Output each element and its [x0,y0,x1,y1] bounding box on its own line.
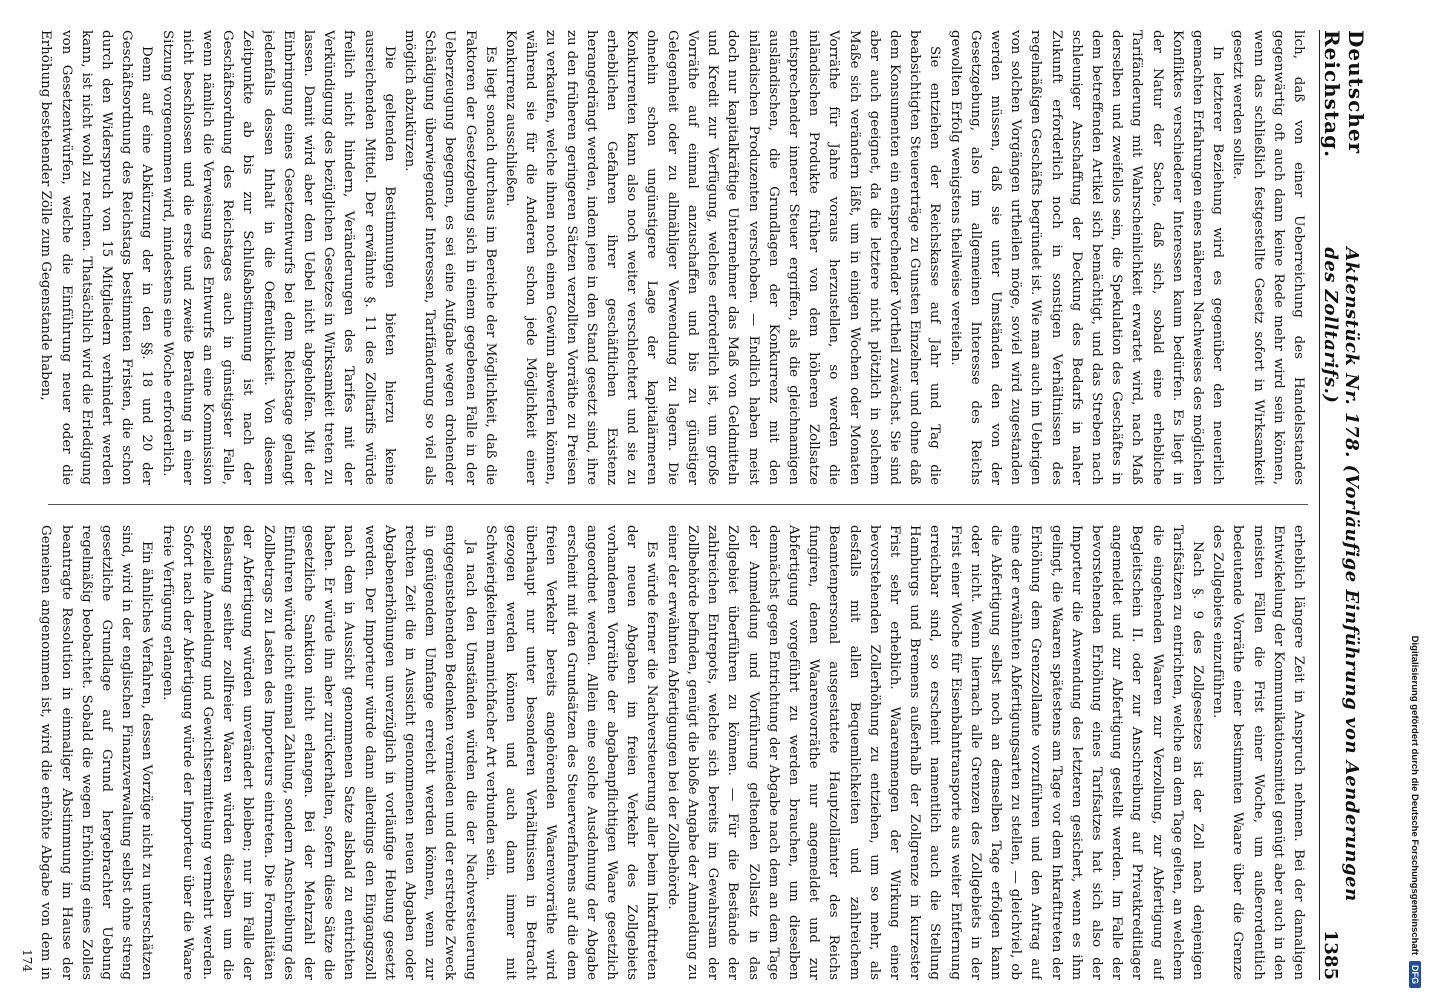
paragraph: Die geltenden Bestimmungen bieten hierzu keine ausreichenden Mittel. Der erwähnte §. 11 des Zolltarifs würde freilich nicht hindern, Veränderungen des Tarifes mit der Verkündigung des bezüglichen Gesetzes in Wirksamkeit treten zu lassen. Damit wird aber dem Uebel nicht abgeholfen. Mit der Einbringung eines Gesetzentwurfs bei dem Reichstage gelangt jedenfalls dessen Inhalt in die Oeffentlichkeit. Von diesem Zeitpunkte ab bis zur Schlußabstimmung ist nach der Geschäftsordnung des Reichstages auch in günstigster Falle, wenn nämlich die Verweisung des Entwurfs an eine Kommission nicht beschlossen und die erste und zweite Berathung in einer Sitzung vorgenommen wird, mindestens eine Woche erforderlich. [159,30,397,485]
paragraph: Ja nach den Umständen würden die der Nachversteuerung entgegenstehenden Bedenken vermieden und der erstrebte Zweck in genügendem Umfange erreicht werden können, wenn zur rechten Zeit die in Aussicht genommenen neuen Abgaben oder Abgabenerhöhungen unverzüglich in vorläufige Hebung gesetzt werden. Der Importeur würde dann allerdings den Eingangszoll nach dem in Aussicht genommenen Satze alsbald zu entrichten haben. Er würde ihn aber zurückerhalten, sofern diese Sätze die gesetzliche Sanktion nicht erlangen. Bei der Mehrzahl der Einfuhren würde nicht einmal Zahlung, sondern Anschreibung des Zollbetrags zu Lasten des Importeurs eintreten. Die Formalitäten der Abfertigung würden unverändert bleiben; nur im Falle der Belastung seither zollfreier Waaren würden dieselben um die spezielle Anmeldung und Gewichtsermittelung vermehrt werden. Sofort nach der Abfertigung würde der Importeur über die Waare freie Verfügung erlangen. [159,525,478,980]
column-divider [48,504,1308,505]
paragraph: lich, daß von einer Ueberreichung des Handelsstandes gegenwärtig oft auch dann keine Rede mehr wird sein können, wenn das schließlich festgestellte Gesetz sofort in Wirksamkeit gesetzt werden sollte. [1230,30,1306,485]
paragraph: Es würde ferner die Nachversteuerung aller beim Inkrafttreten der neuen Abgaben im freien Verkehr des Zollgebiets vorhandenen Vorräthe der abgabenpflichtigen Waare gesetzlich angeordnet werden. Allein eine solche Ausdehnung der Abgabe erscheint mit den Grundsätzen des Steuerverfahrens auf die dem freien Verkehr bereits angehörenden Waarenvorräthe wird überhaupt nur unter besonderen Verhältnissen in Betracht gezogen werden können und auch dann immer mit Schwierigkeiten mannichfacher Art verbunden sein. [482,525,660,980]
paragraph: In letzterer Beziehung wird es gegenüber den neuerlich gemachten Erfahrungen eines näheren Nachweises des möglichen Konfliktes verschiedener Interessen kaum bedürfen. Es liegt in der Natur der Sache, daß sich, sobald eine erhebliche Tarifänderung mit Wahrscheinlichkeit erwartet wird, nach Maß derselben und zweifellos sein, die Spekulation des Geschäftes in dem betreffenden Artikel sich bemächtigt, und das Streben nach schleuniger Anschaffung der Deckung des Bedarfs in naher Zukunft erforderlich noch in sonstigen Verhältnissen des regelmäßigen Geschäfts begründet ist. Wie man auch im Uebrigen von solchen Vorgängen urtheilen möge, soviel wird zugestanden werden müssen, daß sie unter Umständen den von der Gesetzgebung, also im allgemeinen Interesse des Reichs gewollten Erfolg wenigstens theilweise vereiteln. [947,30,1226,485]
paragraph: Sie entziehen der Reichskasse auf Jahr und Tag die beabsichtigten Steuererträge zu Gunsten Einzelner und ohne daß dem Konsumenten ein entsprechender Vortheil zuwächst. Sie sind aber auch geeignet, da die letztere nicht plötzlich in solchem Maße sich verändern läßt, um in einigen Wochen oder Monaten Vorräthe für Jahre voraus herzustellen, so werden die inländischen Produkte früher von dem höheren Zollsatze entsprechender innerer Steuer ergriffen, als die gleichnamigen ausländischen, die Grundlagen der Konkurrenz mit den inländischen Produzenten verschoben. — Endlich haben meist doch nur kapitalkräftige Unternehmer das Maß von Geldmitteln und Kredit zur Verfügung, welches erforderlich ist, um große Vorräthe auf einmal anzuschaffen und bis zu günstiger Gelegenheit oder zu allmähliger Verwendung zu lagern. Die ohnehin schon ungünstigere Lage der kapitalärmeren Konkurrenten kann also noch weiter verschlechtert und sie zu erheblichen Gefahren ihrer geschäftlichen Existenz herangedrängt werden, indem jene in den Stand gesetzt sind, ihre zu den früheren geringeren Sätzen verzollten Vorräthe zu Preisen zu verkaufen, welche ihnen noch einen Gewinn abwerfen können, während sie für die Anderen schon jede Möglichkeit einer Konkurrenz ausschließen. [503,30,943,485]
paragraph: Es liegt sonach durchaus im Bereiche der Möglichkeit, daß die Faktoren der Gesetzgebung sich in einem gegebenen Falle in der Ueberzeugung begegnen, es sei eine Aufgabe wegen drohender Schädigung überwiegender Interessen, Tarifänderung so viel als möglich abzukürzen. [402,30,498,485]
paragraph: erheblich längere Zeit in Anspruch nehmen. Bei der damaligen Entwickelung der Kommunikationsmittel genügt aber auch in den meisten Fällen die Frist einer Woche, um außerordentlich bedeutende Vorräthe einer bestimmten Waare über die Grenze des Zollgebiets einzuführen. [1210,525,1306,980]
digitization-credit [1400,0,1430,1000]
paragraph: Nach §. 9 des Zollgesetzes ist der Zoll nach denjenigen Tarifsätzen zu entrichten, welche an dem Tage gelten, an welchem die eingehenden Waaren zur Verzollung, zur Abfertigung auf Begleitschein II. oder zur Anschreibung auf Privatkreditlager angemeldet und zur Abfertigung gestellt werden. Im Falle der bevorstehenden Erhöhung eines Tarifsatzes hat sich also der Importeur die Anwendung des letzteren gesichert, wenn es ihm gelingt, die Waaren spätestens am Tage vor dem Inkrafttreten der Erhöhung dem Grenzzollamte vorzuführen und den Antrag auf eine der erwähnten Abfertigungsarten zu stellen, — gleichviel, ob die Abfertigung selbst noch an demselben Tage erfolgen kann oder nicht. Wenn hiernach alle Grenzen des Zollgebiets in der Frist einer Woche für Eisenbahntransporte aus weiter Entfernung erreichbar sind, so erscheint namentlich auch die Stellung Hamburgs und Bremens außerhalb der Zollgrenze in kurzester Frist sehr erheblich. Waarenmengen der Wirkung einer bevorstehenden Zollerhöhung zu entziehen, um so mehr, als desfalls mit allen Bequemlichkeiten und zahlreichem Beamtenpersonal ausgestattete Hauptzollämter des Reichs fungiren, denen Waarenvorräthe nur angemeldet und zur Abfertigung vorgeführt zu werden brauchen, um dieselben demnächst gegen Entrichtung der Abgabe nach dem an dem Tage der Anmeldung und Vorführung geltenden Zollsatz in das Zollgebiet überführen zu können. — Für die Bestände der zahlreichen Entrepots, welche sich bereits im Gewahrsam der Zollbehörde befinden, genügt die bloße Angabe der Anmeldung zu einer der erwähnten Abfertigungen bei der Zollbehörde. [664,525,1205,980]
header-title: Deutscher Reichstag. [1320,30,1368,159]
page-number-top: 1385 [1320,929,1341,980]
digitization-credit-text: Digitalisierung gefördert durch die Deutsche Forschungsgemeinschaft [1409,635,1421,955]
rotated-document-page [20,30,1368,980]
signature-mark: 174 [20,949,34,972]
right-text-column [38,525,1308,980]
left-text-column [38,30,1308,485]
header-subtitle: Aktenstück Nr. 178. (Vorläufige Einführung von Aenderungen des Zolltarifs.) [1320,247,1362,902]
paragraph: Ein ähnliches Verfahren, dessen Vorzüge nicht zu unterschätzen sind, wird in der englischen Finanzverwaltung selbst ohne streng gesetzliche Grundlage auf Grund hergebrachter Uebung regelmäßig beobachtet. Sobald die wegen Erhöhung eines Zolles beantragte Resolution in einmaliger Abstimmung im Hause der Gemeinen angenommen ist, wird die erhöhte Abgabe von dem in [38,525,155,980]
page-header [1319,30,1368,980]
dfg-logo: DFG [1409,961,1421,988]
paragraph: Denn auf eine Abkürzung der in den §§. 18 und 20 der Geschäftsordnung des Reichstags bestimmten Fristen, die schon durch den Widerspruch von 15 Mitgliedern verhindert werden kann, ist nicht wohl zu rechnen. Thatsächlich wird die Erledigung von Gesetzentwürfen, welche die Einführung neuer oder die Erhöhung bestehender Zölle zum Gegenstande haben, [38,30,155,485]
